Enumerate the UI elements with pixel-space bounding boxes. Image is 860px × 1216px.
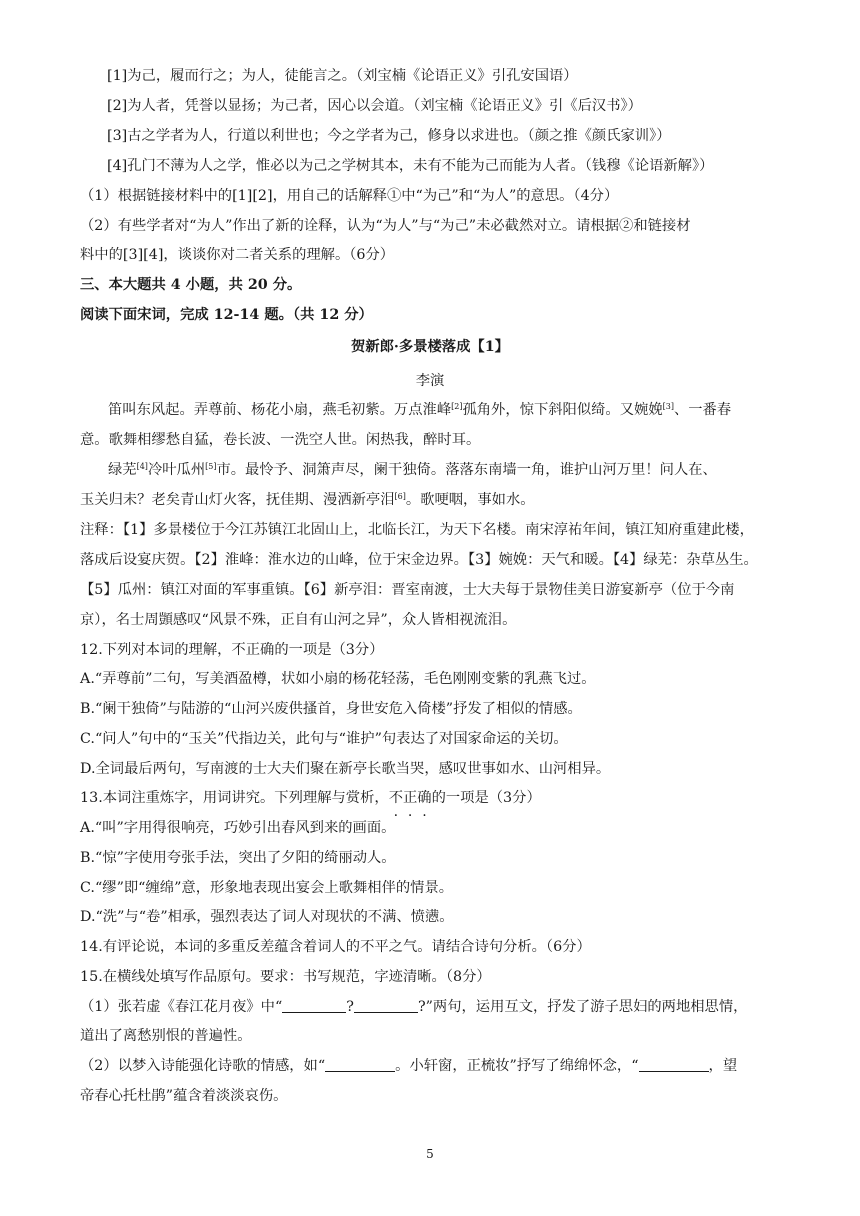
poem-text: 孤角外，惊下斜阳似绮。又婉娩: [462, 402, 663, 418]
poem-text: 笛叫东风起。弄尊前、杨花小扇，燕毛初紫。万点淮峰: [108, 402, 452, 418]
poem-text: 市。最怜予、洞箫声尽，阑干独倚。落落东南墙一角，谁护山河万里！问人在、: [216, 462, 717, 478]
poem-line-2: 意。歌舞相缪愁自猛，卷长波、一洗空人世。闲热我，醉时耳。: [80, 432, 481, 448]
question-15-part-2-line-1: [80, 1056, 737, 1076]
question-13-option-c: C.“缪”即“缠绵”意，形象地表现出宴会上歌舞相伴的情景。: [80, 880, 454, 896]
poem-text: 绿芜: [108, 462, 137, 478]
fill-blank[interactable]: [282, 998, 346, 1013]
page-number: 5: [426, 1147, 434, 1161]
note-ref-4: [4]: [136, 462, 148, 471]
section-three-heading: 三、本大题共 4 小题，共 20 分。: [80, 277, 302, 293]
stem-text: 13.本词注重炼字，用词讲究。下列理解与赏析，: [80, 790, 389, 806]
question-12-option-b: B.“阑干独倚”与陆游的“山河兴废供搔首，身世安危入倚楼”抒发了相似的情感。: [80, 701, 582, 717]
link-material-4: [4]孔门不薄为人之学，惟必以为己之学树其本，未有不能为己而能为人者。（钱穆《论语新解》）: [107, 158, 714, 174]
link-material-2: [2]为人者，凭誉以显扬；为己者，因心以会道。（刘宝楠《论语正义》引《后汉书》）: [107, 98, 642, 114]
poem-text: 。歌哽咽，事如水。: [405, 492, 535, 508]
stem-text: 的一项是（3分）: [274, 642, 384, 658]
question-13-option-a: A.“叫”字用得很响亮，巧妙引出春风到来的画面。: [80, 820, 396, 836]
poem-text: 冷叶瓜州: [147, 462, 206, 478]
question-11-part-2-line-2: 料中的[3][4]，谈谈你对二者关系的理解。（6分）: [80, 247, 395, 263]
stem-text: 的一项是（3分）: [431, 790, 541, 806]
emphasis-dot-char: 正: [402, 790, 418, 806]
notes-line-1: 注释：【1】多景楼位于今江苏镇江北固山上，北临长江，为天下名楼。南宋淳祐年间，镇江知府重建此楼，: [80, 522, 754, 538]
stem-text: ?”两句，运用互文，抒发了游子思妇的两地相思情，: [417, 999, 748, 1015]
reading-intro: 阅读下面宋词，完成 12-14 题。（共 12 分）: [80, 307, 373, 323]
poem-line-1: [108, 400, 731, 420]
fill-blank[interactable]: [354, 998, 418, 1013]
notes-line-2: 落成后设宴庆贺。【2】淮峰：淮水边的山峰，位于宋金边界。【3】婉娩：天气和暖。【4】绿芜：杂草丛生。: [80, 552, 758, 568]
fill-blank[interactable]: [325, 1057, 395, 1072]
poem-line-4: [80, 490, 535, 510]
question-11-part-2-line-1: （2）有些学者对“为人”作出了新的诠释，认为“为人”与“为己”未必截然对立。请根据②和链接材: [80, 218, 691, 234]
stem-text: （1）张若虚《春江花月夜》中“: [80, 999, 283, 1015]
poem-line-3: [108, 460, 717, 480]
question-14: 14.有评论说，本词的多重反差蕴含着词人的不平之气。请结合诗句分析。（6分）: [80, 939, 591, 955]
question-13-stem: [80, 788, 541, 808]
question-12-option-d: D.全词最后两句，写南渡的士大夫们聚在新亭长歌当哭，感叹世事如水、山河相异。: [80, 761, 611, 777]
link-material-1: [1]为己，履而行之；为人，徒能言之。（刘宝楠《论语正义》引孔安国语）: [107, 68, 578, 84]
poem-title: 贺新郎·多景楼落成【1】: [351, 339, 509, 355]
question-11-part-1: （1）根据链接材料中的[1][2]，用自己的话解释①中“为己”和“为人”的意思。（4分）: [80, 188, 619, 204]
stem-text: （2）以梦入诗能强化诗歌的情感，如“: [80, 1058, 326, 1074]
fill-blank[interactable]: [639, 1057, 709, 1072]
stem-text: ，望: [708, 1058, 738, 1074]
emphasis-text: 不正确: [231, 642, 275, 658]
poem-text: 玉关归未？老矣青山灯火客，抚佳期、漫洒新亭泪: [80, 492, 395, 508]
emphasis-dot-char: 确: [417, 790, 432, 806]
question-15-part-2-line-2: 帝春心托杜鹃”蕴含着淡淡哀伤。: [80, 1088, 288, 1104]
poem-author: 李演: [415, 373, 445, 389]
link-material-3: [3]古之学者为人，行道以利世也；今之学者为己，修身以求进也。（颜之推《颜氏家训》）: [107, 128, 671, 144]
notes-line-4: 京），名士周顗感叹“风景不殊，正自有山河之异”，众人皆相视流泪。: [80, 612, 517, 628]
question-12-stem: [80, 640, 384, 660]
note-ref-5: [5]: [205, 462, 217, 471]
emphasis-dot-char: 不: [388, 790, 403, 806]
question-13-option-b: B.“惊”字使用夸张手法，突出了夕阳的绮丽动人。: [80, 850, 396, 866]
question-12-option-a: A.“弄尊前”二句，写美酒盈樽，状如小扇的杨花轻荡，毛色刚刚变紫的乳燕飞过。: [80, 671, 596, 687]
question-12-option-c: C.“问人”句中的“玉关”代指边关，此句与“谁护”句表达了对国家命运的关切。: [80, 731, 568, 747]
notes-line-3: 【5】瓜州：镇江对面的军事重镇。【6】新亭泪：晋室南渡，士大夫每于景物佳美日游宴新亭（位于今南: [80, 582, 735, 598]
question-15: 15.在横线处填写作品原句。要求：书写规范，字迹清晰。（8分）: [80, 969, 491, 985]
stem-text: ?: [346, 999, 354, 1015]
stem-text: 。小轩窗，正梳妆”抒写了绵绵怀念，“: [395, 1058, 639, 1074]
question-15-part-1-line-1: [80, 997, 747, 1017]
note-ref-6: [6]: [394, 492, 406, 501]
poem-text: 、一番春: [673, 402, 732, 418]
question-15-part-1-line-2: 道出了离愁别恨的普遍性。: [80, 1028, 252, 1044]
note-ref-2: [2]: [451, 402, 463, 411]
stem-text: 12.下列对本词的理解，: [80, 642, 232, 658]
note-ref-3: [3]: [662, 402, 674, 411]
question-13-option-d: D.“洗”与“卷”相承，强烈表达了词人对现状的不满、愤懑。: [80, 909, 454, 925]
